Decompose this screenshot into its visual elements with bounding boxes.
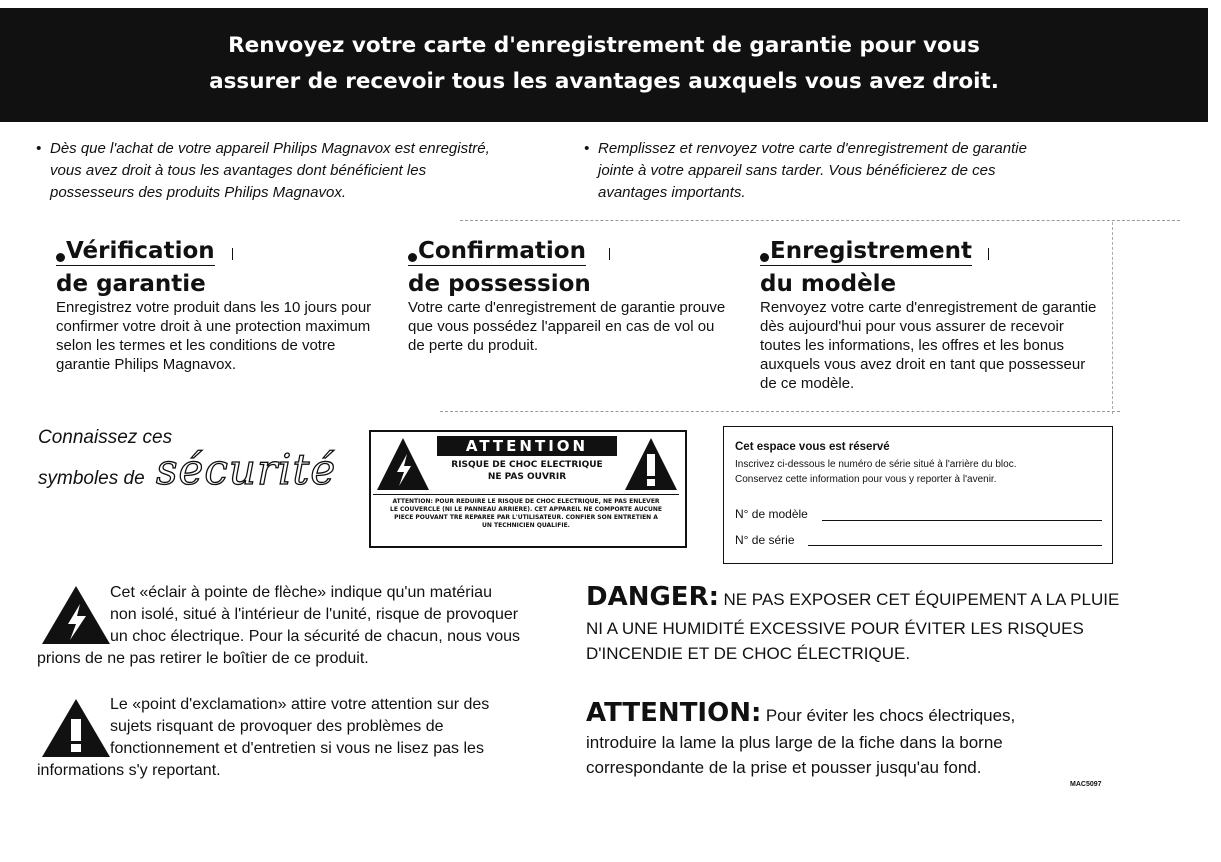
lightning-note-last: prions de ne pas retirer le boîtier de ce produit. — [37, 650, 369, 667]
danger-line-3: D'INCENDIE ET DE CHOC ÉLECTRIQUE. — [586, 644, 911, 663]
attention-label — [369, 430, 687, 548]
document-code: MAC5097 — [1070, 781, 1102, 788]
title-tick — [609, 248, 610, 260]
benefit-text: Enregistrez votre produit dans les 10 jours pour confirmer votre droit à une protection maximum selon les termes et les conditions de votre garantie Philips Magnavox. — [56, 299, 372, 373]
benefit-title: Confirmation — [408, 238, 586, 266]
divider-vertical — [1112, 222, 1113, 414]
symbols-heading-line-1: Connaissez ces — [38, 427, 173, 448]
lightning-triangle-icon — [40, 584, 112, 646]
symbols-heading-line-2: symboles de — [38, 468, 145, 489]
bullet-dot — [760, 253, 769, 262]
banner-line-2: assurer de recevoir tous les avantages auxquels vous avez droit. — [209, 69, 999, 94]
attention-divider — [373, 494, 679, 495]
exclamation-note-last: informations s'y reportant. — [37, 762, 221, 779]
benefit-title: Enregistrement — [760, 238, 972, 266]
model-number-field[interactable] — [822, 520, 1102, 521]
attention-line-2: introduire la lame la plus large de la fiche dans la borne — [586, 733, 1003, 752]
exclamation-note: Le «point d'exclamation» attire votre attention sur des sujets risquant de provoquer des problèmes de fonctionnement et d'entretien si vous ne lisez pas les — [110, 696, 490, 757]
benefit-enregistrement — [760, 238, 972, 264]
attention-fine-print: ATTENTION: POUR REDUIRE LE RISQUE DE CHOC ELECTRIQUE, NE PAS ENLEVER LE COUVERCLE (NI LE PANNEAU ARRIERE). CET APPAREIL NE COMPORTE AUCUNE PIECE POUVANT TRE REPAREE PAR L'UTILISATEUR. CONFIER SON ENTRETIEN A UN TECHNICIEN QUALIFIE. — [390, 498, 662, 529]
intro-right — [584, 138, 1118, 204]
banner-line-1: Renvoyez votre carte d'enregistrement de garantie pour vous — [228, 33, 980, 58]
divider — [460, 220, 1180, 221]
serial-number-field[interactable] — [808, 545, 1102, 546]
exclamation-triangle-icon — [40, 697, 112, 759]
benefit-text: Renvoyez votre carte d'enregistrement de garantie dès aujourd'hui pour vous assurer de recevoir toutes les informations, les offres et les bonus auxquels vous avez droit en tant que possesseur de ce modèle. — [760, 299, 1097, 392]
title-tick — [988, 248, 989, 260]
benefit-text: Votre carte d'enregistrement de garantie prouve que vous possédez l'appareil en cas de vol ou de perte du produit. — [408, 299, 726, 354]
exclamation-triangle-icon — [623, 436, 679, 492]
danger-line-1 — [586, 582, 1119, 612]
attention-sub-2: NE PAS OUVRIR — [487, 472, 567, 482]
lightning-triangle-icon — [375, 436, 431, 492]
attention-sub-1: RISQUE DE CHOC ELECTRIQUE — [451, 460, 603, 470]
attention-text: Pour éviter les chocs électriques, — [765, 706, 1016, 725]
attention-line-3: correspondante de la prise et pousser jusqu'au fond. — [586, 758, 982, 777]
intro-left-line: possesseurs des produits Philips Magnavox. — [50, 184, 346, 201]
bullet: • — [36, 140, 42, 157]
bullet-dot — [56, 253, 65, 262]
header-banner — [0, 8, 1208, 122]
benefit-verification — [56, 238, 215, 264]
intro-left — [36, 138, 570, 204]
benefit-subtitle: du modèle — [760, 271, 897, 297]
attention-word: ATTENTION: — [586, 698, 762, 728]
reserved-box — [723, 426, 1113, 564]
lightning-note: Cet «éclair à pointe de flèche» indique qu'un matériau non isolé, situé à l'intérieur de l'unité, risque de provoquer un choc électrique. Pour la sécurité de chacun, nous vous — [110, 584, 521, 645]
attention-title: ATTENTION — [437, 436, 617, 456]
intro-right-line: avantages importants. — [598, 184, 746, 201]
bullet-dot — [408, 253, 417, 262]
intro-left-line: Dès que l'achat de votre appareil Philips Magnavox est enregistré, — [50, 140, 490, 157]
intro-right-line: Remplissez et renvoyez votre carte d'enregistrement de garantie — [598, 140, 1027, 157]
danger-word: DANGER: — [586, 582, 719, 612]
model-number-label: N° de modèle — [735, 507, 808, 521]
attention-line-1 — [586, 698, 1015, 729]
danger-text: NE PAS EXPOSER CET ÉQUIPEMENT A LA PLUIE — [723, 590, 1120, 609]
serial-number-label: N° de série — [735, 533, 795, 547]
benefit-title: Vérification — [56, 238, 215, 266]
reserved-line-2: Conservez cette information pour vous y reporter à l'avenir. — [735, 474, 997, 485]
divider — [440, 411, 1120, 412]
benefit-confirmation — [408, 238, 586, 264]
intro-right-line: jointe à votre appareil sans tarder. Vous bénéficierez de ces — [598, 162, 996, 179]
reserved-line-1: Inscrivez ci-dessous le numéro de série situé à l'arrière du bloc. — [735, 459, 1017, 470]
benefit-subtitle: de possession — [408, 271, 591, 297]
securite-word: sécurité — [156, 445, 337, 494]
intro-left-line: vous avez droit à tous les avantages dont bénéficient les — [50, 162, 427, 179]
title-tick — [232, 248, 233, 260]
danger-line-2: NI A UNE HUMIDITÉ EXCESSIVE POUR ÉVITER LES RISQUES — [586, 619, 1084, 638]
benefit-subtitle: de garantie — [56, 271, 206, 297]
bullet: • — [584, 140, 590, 157]
reserved-title: Cet espace vous est réservé — [735, 441, 890, 453]
